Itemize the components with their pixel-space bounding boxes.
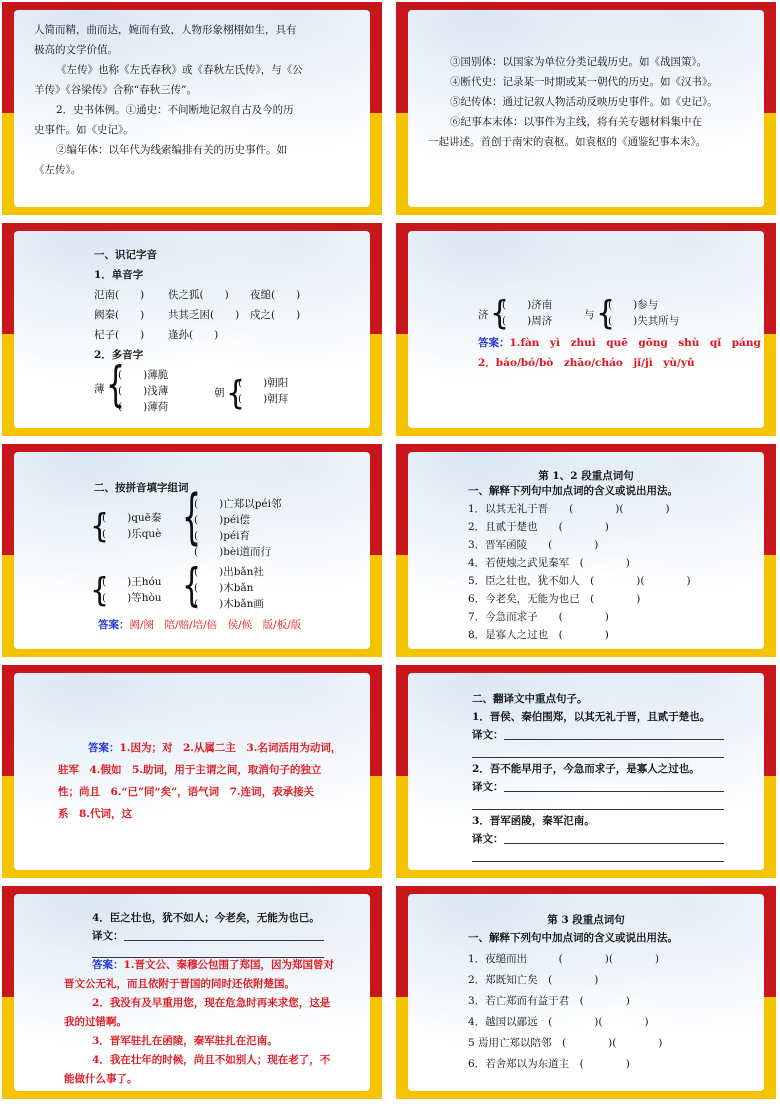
yu-item: ( )参与	[608, 299, 659, 311]
answer-line: 驻军 4.假如 5.助词，用于主谓之间，取消句子的独立	[58, 764, 322, 776]
sentence-2: 2．吾不能早用子，今急而求子，是寡人之过也。	[472, 763, 700, 775]
char-item: 氾南( )	[94, 289, 145, 301]
sentence-4: 4．臣之壮也，犹不如人；今老矣，无能为也已。	[92, 912, 320, 924]
text-line: 一起讲述。首创于南宋的袁枢。如袁枢的《通鉴纪事本末》。	[428, 136, 707, 148]
brace-icon: {	[490, 294, 510, 333]
slide-6-card	[408, 452, 764, 649]
group-item: ( )quē秦	[102, 512, 162, 524]
chao-group	[238, 375, 288, 407]
list-item: 4．若使烛之武见秦军 ( )	[468, 557, 630, 569]
list-item: 6．今老矣，无能为也已 ( )	[468, 593, 641, 605]
answer-line[interactable]	[504, 843, 724, 844]
answer-text: 1.因为；对 2.从属二主 3.名词活用为动词，	[119, 742, 342, 754]
answer-line[interactable]	[472, 757, 724, 758]
yu-group	[608, 297, 679, 329]
brace-icon: {	[182, 483, 202, 553]
answer-label: 答案：	[88, 742, 120, 754]
slide-1-text	[34, 20, 303, 180]
answer-line	[64, 956, 344, 975]
ji-group	[502, 297, 552, 329]
yu-item: ( )失其所与	[608, 315, 680, 327]
slide-9-card	[14, 894, 370, 1091]
single-char-row	[94, 325, 218, 345]
answer-label: 答案：	[92, 959, 124, 971]
group-item: ( )bèi道而行	[194, 546, 271, 558]
group-item: ( )péi育	[194, 530, 250, 542]
single-char-row	[94, 285, 300, 305]
question-list	[468, 928, 678, 1075]
char-item: 夜缒( )	[250, 289, 301, 301]
group-item: ( )péi偿	[194, 514, 250, 526]
subsection-title: 1．单音字	[94, 269, 144, 281]
text-line: ⑤纪传体：通过记叙人物活动反映历史事件。如《史记》。	[450, 96, 718, 108]
brace-icon: {	[106, 357, 126, 414]
text-line: ⑥纪事本末体：以事件为主线，将有关专题材料集中在	[450, 116, 702, 128]
bao-item: ( )薄脆	[118, 369, 169, 381]
slide-6[interactable]	[396, 444, 776, 657]
answer-line-1	[478, 333, 761, 353]
section-title: 第 3 段重点词句	[547, 914, 625, 926]
slide-4[interactable]	[396, 223, 776, 436]
text-line: 羊传》《谷梁传》合称“春秋三传”。	[34, 84, 197, 96]
brace-icon: {	[596, 294, 616, 333]
text-line: 史事件。如《史记》。	[34, 124, 134, 136]
group-item: ( )乐què	[102, 528, 162, 540]
answer-text: 阙/阕 陪/赔/培/倍 侯/候 版/板/版	[129, 619, 302, 631]
chao-item: ( )朝拜	[238, 393, 289, 405]
list-item: 1．夜缒而出 ( )( )	[468, 953, 660, 965]
slide-8[interactable]	[396, 665, 776, 878]
answer-line: 性；尚且 6.“已”同“矣”，语气词 7.连词，表承接关	[58, 786, 315, 798]
answer-line: 系 8.代词，这	[58, 808, 132, 820]
text-line: 《左传》。	[34, 164, 82, 176]
group-item: ( )亡郑以péi邻	[194, 498, 282, 510]
answer-line[interactable]	[472, 809, 724, 810]
translation-label: 译文：	[472, 833, 504, 845]
slide-10[interactable]	[396, 886, 776, 1099]
translation-label: 译文：	[92, 930, 124, 942]
text-line: 极高的文学价值。	[34, 44, 118, 56]
list-item: 8．是寡人之过也 ( )	[468, 629, 609, 641]
translation-label: 译文：	[472, 729, 504, 741]
answer-line: 晋文公无礼，而且依附于晋国的同时还依附楚国。	[64, 978, 295, 990]
slide-7[interactable]	[2, 665, 382, 878]
slide-5-card	[14, 452, 370, 649]
text-line: 2．史书体例。①通史：不间断地记叙自古及今的历	[56, 104, 294, 116]
list-item: 5 焉用亡郑以陪邻 ( )( )	[468, 1037, 663, 1049]
bao-char: 薄	[94, 383, 105, 395]
answer-line-2: 2．báo/bó/bò zhāo/cháo jǐ/jì yù/yǔ	[478, 357, 695, 369]
char-item: 戍之( )	[250, 309, 301, 321]
ji-item: ( )周济	[502, 315, 553, 327]
slide-7-card	[14, 673, 370, 870]
char-item: 杞子( )	[94, 329, 145, 341]
slide-5[interactable]	[2, 444, 382, 657]
group-item: ( )木bǎn画	[194, 598, 264, 610]
hou-group	[102, 574, 162, 606]
char-item: 逢孙( )	[168, 329, 219, 341]
list-item: 3．晋军函陵 ( )	[468, 539, 599, 551]
list-item: 6．若舍郑以为东道主 ( )	[468, 1058, 630, 1070]
slide-1-card	[14, 10, 370, 207]
answer-text: 1.晋文公、秦穆公包围了郑国，因为郑国曾对	[123, 959, 334, 971]
section-title: 二、按拼音填字组词	[94, 482, 189, 494]
list-item: 2．郑既知亡矣 ( )	[468, 974, 599, 986]
char-item: 佚之狐( )	[168, 289, 229, 301]
group-item: ( )等hòu	[102, 592, 162, 604]
slide-8-card	[408, 673, 764, 870]
subsection-title: 2．多音字	[94, 349, 144, 361]
group-item: ( )王hóu	[102, 576, 162, 588]
group-item: ( )木bǎn	[194, 582, 254, 594]
translation-label: 译文：	[472, 781, 504, 793]
pei-group	[194, 496, 282, 560]
text-line: ④断代史：记录某一时期或某一朝代的历史。如《汉书》。	[450, 76, 718, 88]
answer-line: 3．晋军驻扎在函陵，秦军驻扎在氾南。	[92, 1035, 278, 1047]
question-list	[468, 482, 691, 644]
list-item: 7．今急而求子 ( )	[468, 611, 609, 623]
answer-line[interactable]	[504, 791, 724, 792]
text-line: ②编年体：以年代为线索编排有关的历史事件。如	[56, 144, 287, 156]
bao-item: ( )薄荷	[118, 401, 169, 413]
list-item: 1．以其无礼于晋 ( )( )	[468, 503, 670, 515]
brace-icon: {	[226, 374, 246, 413]
slide-4-card	[408, 231, 764, 428]
answer-line	[98, 615, 301, 635]
ji-item: ( )济南	[502, 299, 553, 311]
slide-2-text	[428, 52, 718, 152]
slide-9[interactable]	[2, 886, 382, 1099]
question-sub: 一、解释下列句中加点词的含义或说出用法。	[468, 932, 678, 944]
char-item: 共其乏困( )	[168, 309, 240, 321]
brace-icon: {	[182, 560, 202, 613]
answer-line[interactable]	[472, 861, 724, 862]
question-sub: 一、解释下列句中加点词的含义或说出用法。	[468, 485, 678, 497]
answer-block	[64, 956, 344, 1089]
list-item: 5．臣之壮也，犹不如人 ( )( )	[468, 575, 691, 587]
list-item: 3．若亡郑而有益于君 ( )	[468, 995, 630, 1007]
answer-label: 答案：	[98, 619, 130, 631]
slide-3[interactable]	[2, 223, 382, 436]
text-line: 《左传》也称《左氏春秋》或《春秋左氏传》，与《公	[56, 64, 303, 76]
list-item: 2．且贰于楚也 ( )	[468, 521, 609, 533]
answer-line[interactable]	[504, 739, 724, 740]
ban-group	[194, 564, 264, 612]
slide-2-card	[408, 10, 764, 207]
brace-icon: {	[90, 571, 110, 610]
answer-line: 4．我在壮年的时候，尚且不如别人；现在老了，不	[92, 1054, 331, 1066]
sentence-1: 1．晋侯、秦伯围郑，以其无礼于晋，且贰于楚也。	[472, 711, 711, 723]
bao-group	[118, 367, 168, 415]
sentence-3: 3．晋军函陵，秦军氾南。	[472, 815, 595, 827]
ji-char: 济	[478, 309, 489, 321]
slide-2[interactable]	[396, 2, 776, 215]
section-title: 第 1、2 段重点词句	[538, 470, 634, 482]
answer-label: 答案：	[478, 337, 510, 349]
group-item: ( )出bǎn社	[194, 566, 264, 578]
single-char-row	[94, 305, 300, 325]
list-item: 4．越国以鄙远 ( )( )	[468, 1016, 649, 1028]
answer-line	[58, 737, 358, 759]
text-line: ③国别体：以国家为单位分类记载历史。如《战国策》。	[450, 56, 708, 68]
brace-icon: {	[90, 507, 110, 546]
que-group	[102, 510, 161, 542]
chao-char: 朝	[214, 387, 225, 399]
bao-item: ( )浅薄	[118, 385, 169, 397]
text-line: 人简而精，曲而达，婉而有致，人物形象栩栩如生，具有	[34, 24, 297, 36]
slide-1[interactable]	[2, 2, 382, 215]
slide-3-card	[14, 231, 370, 428]
section-title: 一、识记字音	[94, 249, 157, 261]
answer-line: 我的过错啊。	[64, 1016, 127, 1028]
answer-line: 能做什么事了。	[64, 1073, 138, 1085]
slide-10-card	[408, 894, 764, 1091]
section-title: 二、翻译文中重点句子。	[472, 693, 588, 705]
yu-char: 与	[584, 309, 595, 321]
answer-line: 2．我没有及早重用您，现在危急时再来求您，这是	[92, 997, 331, 1009]
answer-line[interactable]	[124, 940, 324, 941]
char-item: 阙秦( )	[94, 309, 145, 321]
answer-text: 1.fàn yì zhuì quē gōnɡ shù qǐ páng	[509, 337, 761, 349]
chao-item: ( )朝阳	[238, 377, 289, 389]
answer-block	[58, 737, 358, 825]
